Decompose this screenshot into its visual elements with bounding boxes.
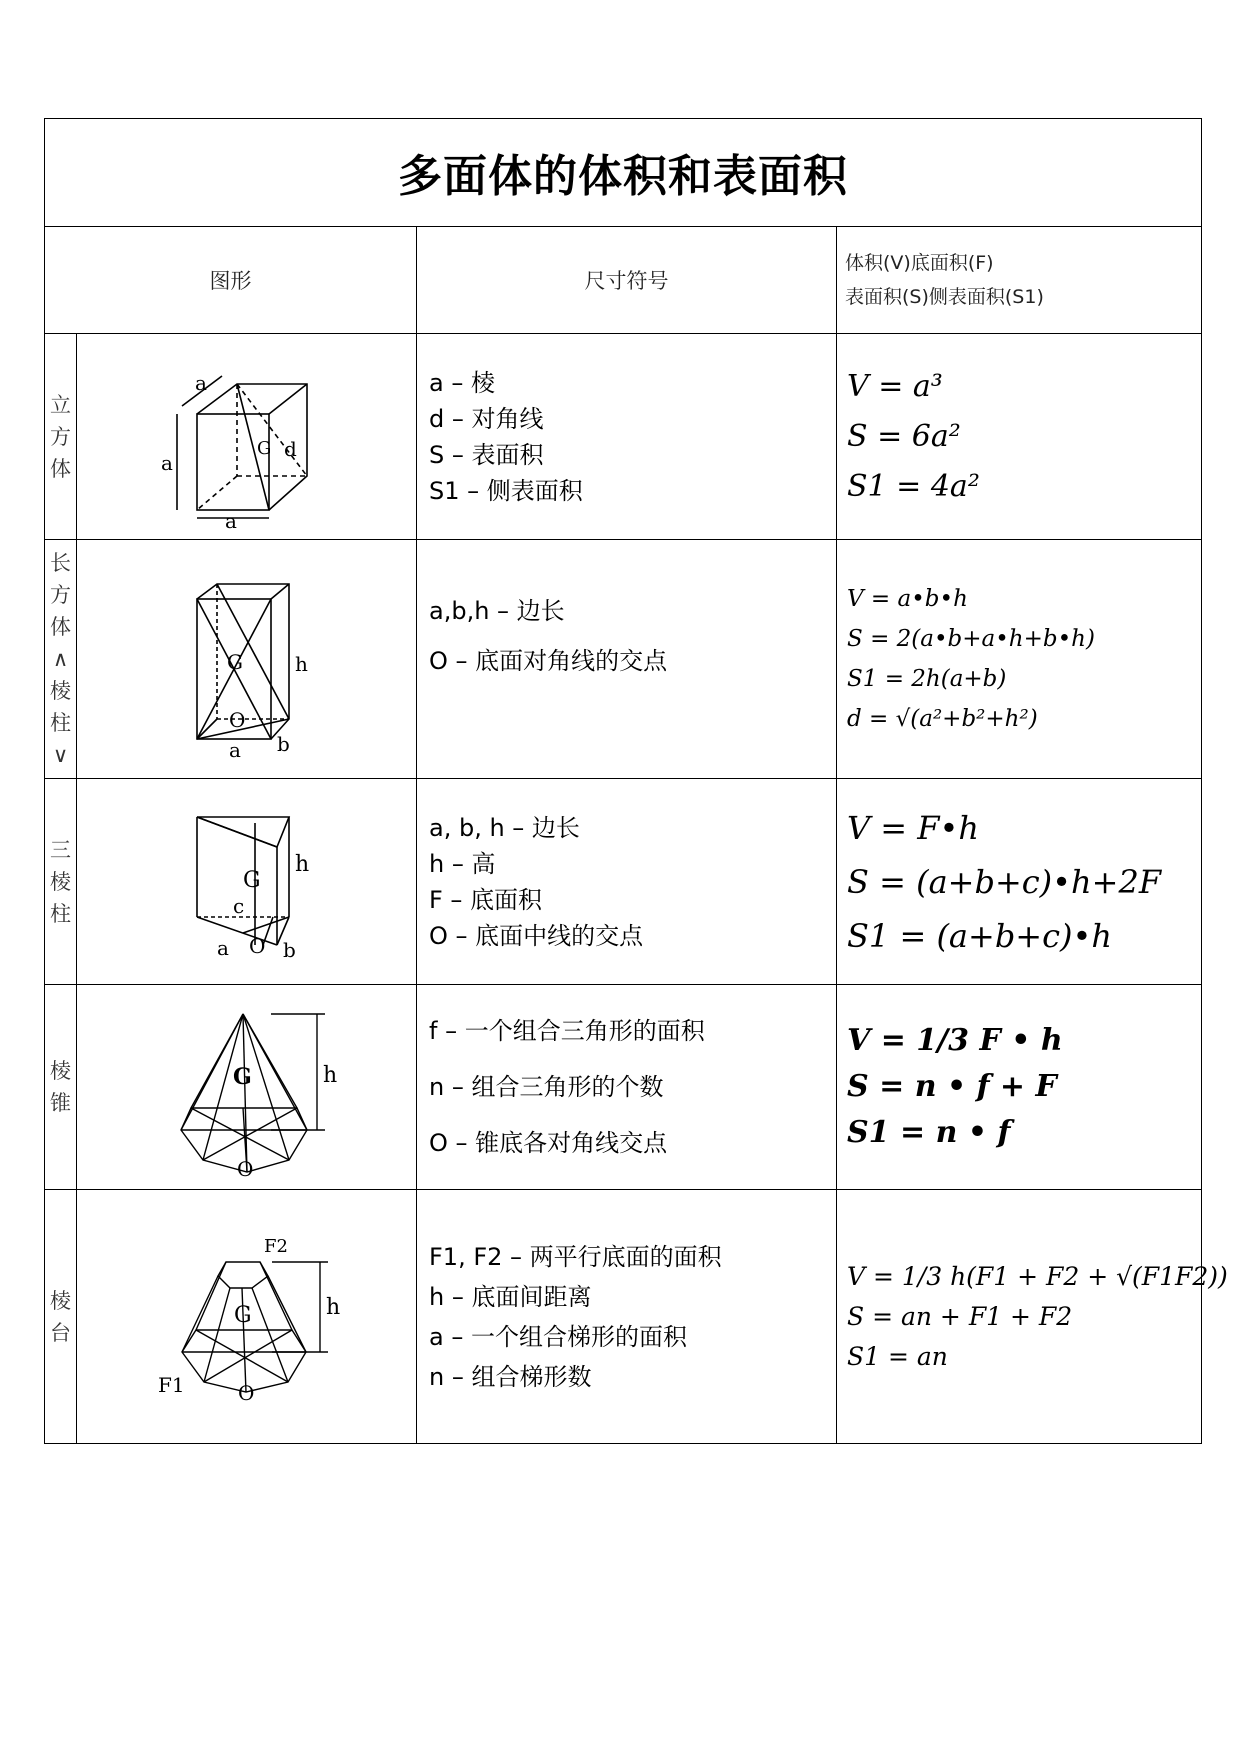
cube-label-center: G xyxy=(256,437,271,459)
rows-2-formulas-0: V = F•h xyxy=(847,808,979,847)
rows-0-symbols-2: S – 表面积 xyxy=(429,440,544,469)
rows-1-label-0: 长 xyxy=(50,551,71,576)
symbols-cube xyxy=(417,334,837,539)
rows-0-symbols-3: S1 – 侧表面积 xyxy=(429,476,583,505)
rows-3-label-0: 棱 xyxy=(50,1059,71,1084)
rows-2-label-0: 三 xyxy=(50,837,71,862)
formulas-tri-prism xyxy=(837,779,1202,984)
rows-1-symbols-0: a,b,h – 边长 xyxy=(429,596,565,625)
tri-prism-label-b: b xyxy=(282,937,296,962)
rows-4-symbols-1: h – 底面间距离 xyxy=(429,1282,592,1311)
tri-prism-label-height: h xyxy=(294,851,309,877)
pyramid-label-o: O xyxy=(236,1157,253,1182)
rows-0-label-1: 方 xyxy=(50,424,71,449)
pyramid-label-center: G xyxy=(232,1064,252,1091)
cuboid-label-center: G xyxy=(226,650,243,675)
figure-cuboid xyxy=(77,539,417,779)
rows-1-label-2: 体 xyxy=(50,615,71,640)
rows-0-label-2: 体 xyxy=(50,456,71,481)
rows-1-formulas-3: d = √(a²+b²+h²) xyxy=(847,706,1038,733)
header-figure: 图形 xyxy=(45,226,417,334)
figure-frustum xyxy=(77,1190,417,1444)
tri-prism-label-a: a xyxy=(216,935,229,960)
rows-0-formulas-1: S = 6a² xyxy=(847,418,961,454)
frustum-label-f1: F1 xyxy=(157,1372,185,1397)
cuboid-label-a: a xyxy=(228,738,241,760)
cube-label-side: a xyxy=(160,450,173,475)
pyramid-figure xyxy=(147,992,347,1182)
figure-pyramid xyxy=(77,984,417,1189)
row-label-cube xyxy=(45,334,77,539)
cube-label-bottom: a xyxy=(224,508,237,532)
tri-prism-figure xyxy=(147,787,347,977)
symbols-frustum xyxy=(417,1190,837,1444)
rows-1-label-3: ∧ xyxy=(52,647,69,672)
frustum-label-height: h xyxy=(325,1294,340,1320)
rows-4-formulas-1: S = an + F1 + F2 xyxy=(847,1301,1073,1331)
tri-prism-label-center: G xyxy=(242,867,261,893)
rows-2-formulas-2: S1 = (a+b+c)•h xyxy=(847,916,1112,955)
cube-figure xyxy=(147,342,347,532)
rows-1-formulas-1: S = 2(a•b+a•h+b•h) xyxy=(847,626,1095,653)
cuboid-figure xyxy=(147,559,347,759)
formulas-cuboid xyxy=(837,539,1202,779)
rows-3-symbols-0: f – 一个组合三角形的面积 xyxy=(429,1017,705,1046)
header-symbols: 尺寸符号 xyxy=(417,226,837,334)
frustum-label-f2: F2 xyxy=(263,1235,288,1257)
pyramid-label-height: h xyxy=(322,1063,337,1089)
rows-2-symbols-3: O – 底面中线的交点 xyxy=(429,921,644,950)
rows-1-label-5: 柱 xyxy=(50,711,71,736)
rows-2-symbols-1: h – 高 xyxy=(429,849,496,878)
cube-label-top: a xyxy=(194,370,207,395)
rows-3-formulas-2: S1 = n • f xyxy=(847,1115,1011,1151)
rows-4-symbols-3: n – 组合梯形数 xyxy=(429,1362,592,1391)
rows-0-symbols-1: d – 对角线 xyxy=(429,404,544,433)
rows-3-symbols-2: O – 锥底各对角线交点 xyxy=(429,1129,668,1158)
symbols-cuboid xyxy=(417,539,837,779)
rows-4-symbols-2: a – 一个组合梯形的面积 xyxy=(429,1322,687,1351)
row-label-cuboid xyxy=(45,539,77,779)
header-formulas-line1: 体积(V)底面积(F) xyxy=(845,252,994,275)
formulas-frustum xyxy=(837,1190,1228,1444)
rows-2-formulas-1: S = (a+b+c)•h+2F xyxy=(847,862,1162,901)
rows-4-label-1: 台 xyxy=(50,1320,71,1345)
row-label-frustum xyxy=(45,1190,77,1444)
header-formulas xyxy=(837,226,1202,334)
rows-1-label-1: 方 xyxy=(50,583,71,608)
row-label-pyramid xyxy=(45,984,77,1189)
rows-1-label-4: 棱 xyxy=(50,679,71,704)
rows-0-formulas-2: S1 = 4a² xyxy=(847,468,980,504)
rows-4-label-0: 棱 xyxy=(50,1288,71,1313)
cuboid-label-height: h xyxy=(294,652,308,677)
rows-4-formulas-0: V = 1/3 h(F1 + F2 + √(F1F2)) xyxy=(847,1261,1228,1291)
rows-1-formulas-2: S1 = 2h(a+b) xyxy=(847,666,1007,693)
formulas-cube xyxy=(837,334,1202,539)
rows-2-label-2: 柱 xyxy=(50,901,71,926)
rows-0-label-0: 立 xyxy=(50,392,71,417)
frustum-label-o: O xyxy=(237,1380,254,1405)
rows-0-formulas-0: V = a³ xyxy=(847,368,943,404)
rows-1-formulas-0: V = a•b•h xyxy=(847,586,968,613)
polyhedra-table xyxy=(44,118,1228,1444)
formulas-pyramid xyxy=(837,984,1202,1189)
tri-prism-label-c: c xyxy=(232,893,244,918)
rows-1-symbols-1: O – 底面对角线的交点 xyxy=(429,646,668,675)
rows-1-label-6: ∨ xyxy=(52,743,69,768)
cuboid-label-o: O xyxy=(228,708,245,733)
rows-0-symbols-0: a – 棱 xyxy=(429,368,495,397)
row-label-tri-prism xyxy=(45,779,77,984)
symbols-tri-prism xyxy=(417,779,837,984)
rows-4-formulas-2: S1 = an xyxy=(847,1341,948,1371)
frustum-label-center: G xyxy=(233,1302,252,1328)
rows-3-symbols-1: n – 组合三角形的个数 xyxy=(429,1073,664,1102)
cuboid-label-b: b xyxy=(276,732,290,757)
header-formulas-line2: 表面积(S)侧表面积(S1) xyxy=(845,286,1044,309)
rows-3-formulas-1: S = n • f + F xyxy=(847,1069,1057,1105)
rows-3-formulas-0: V = 1/3 F • h xyxy=(847,1023,1063,1059)
cube-label-diag: d xyxy=(283,436,297,461)
rows-2-label-1: 棱 xyxy=(50,869,71,894)
figure-tri-prism xyxy=(77,779,417,984)
tri-prism-label-o: O xyxy=(248,933,265,958)
figure-cube xyxy=(77,334,417,539)
symbols-pyramid xyxy=(417,984,837,1189)
rows-3-label-1: 锥 xyxy=(50,1091,71,1116)
rows-2-symbols-2: F – 底面积 xyxy=(429,885,543,914)
frustum-figure xyxy=(142,1222,352,1412)
page-title: 多面体的体积和表面积 xyxy=(45,119,1202,227)
rows-2-symbols-0: a, b, h – 边长 xyxy=(429,813,580,842)
rows-4-symbols-0: F1, F2 – 两平行底面的面积 xyxy=(429,1242,722,1271)
